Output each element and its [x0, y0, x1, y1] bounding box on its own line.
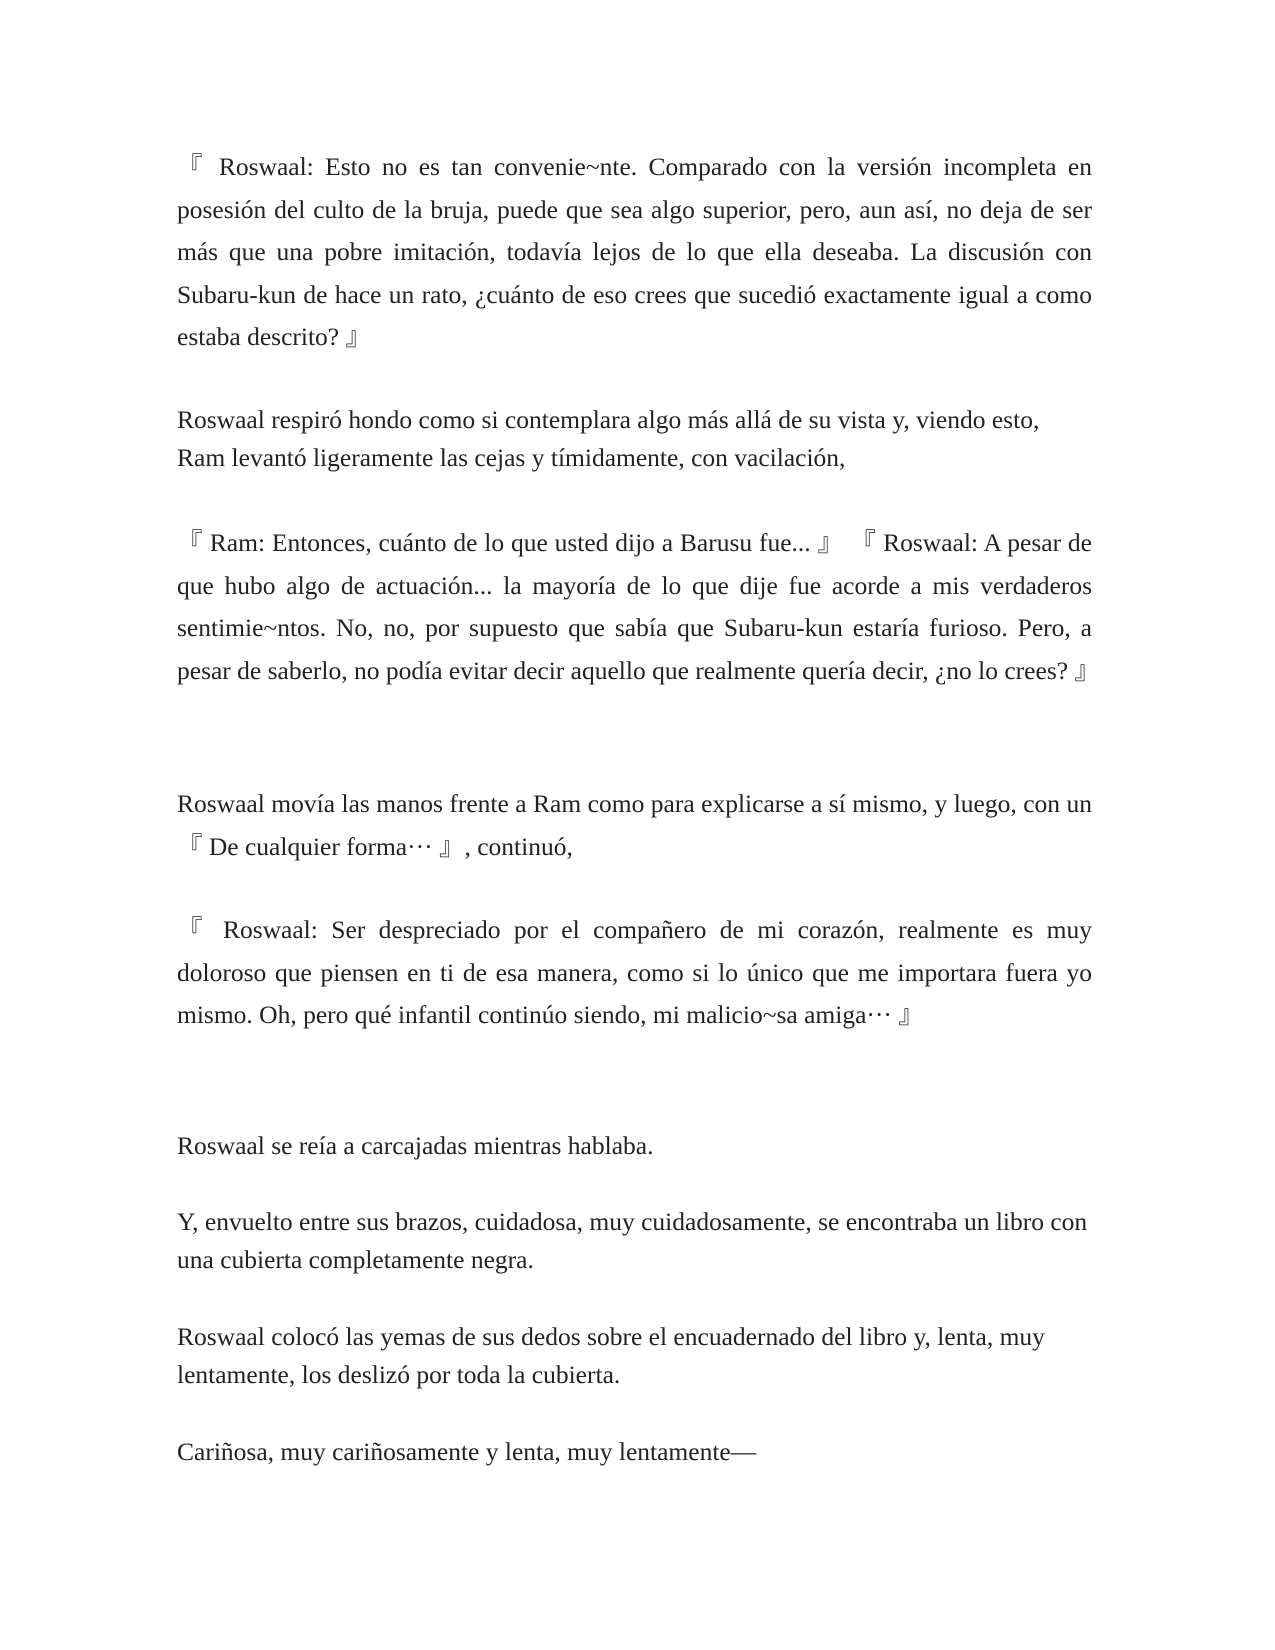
- narration-paragraph-4: Y, envuelto entre sus brazos, cuidadosa, muy cuidadosamente, se encontraba un libro con una cubierta completamente negra.: [177, 1207, 1088, 1274]
- dialogue-paragraph-ram-roswaal: 『 Ram: Entonces, cuánto de lo que usted dijo a Barusu fue... 』 『 Roswaal: A pesar de que hubo algo de actuación... la mayoría de lo que dije fue acorde a mis verdaderos sentimie~ntos. No, no, por supuesto que sabía que Subaru-kun estaría furioso. Pero, a pesar de saberlo, no podía evitar decir aquello que realmente quería decir, ¿no lo crees? 』: [177, 528, 1100, 685]
- dialogue-paragraph-roswaal-2: 『 Roswaal: Ser despreciado por el compañero de mi corazón, realmente es muy doloroso que piensen en ti de esa manera, como si lo único que me importara fuera yo mismo. Oh, pero qué infantil continúo siendo, mi malicio~sa amiga··· 』: [177, 915, 1092, 1029]
- narration-paragraph-6: Cariñosa, muy cariñosamente y lenta, muy lentamente—: [177, 1437, 757, 1466]
- narration-paragraph-3: Roswaal se reía a carcajadas mientras hablaba.: [177, 1131, 654, 1160]
- narration-paragraph-2: Roswaal movía las manos frente a Ram como para explicarse a sí mismo, y luego, con un 『 De cualquier forma··· 』, continuó,: [177, 789, 1092, 861]
- narration-paragraph-1: Roswaal respiró hondo como si contemplara algo más allá de su vista y, viendo esto, Ram levantó ligeramente las cejas y tímidamente, con vacilación,: [177, 405, 1040, 472]
- narration-paragraph-5: Roswaal colocó las yemas de sus dedos sobre el encuadernado del libro y, lenta, muy lentamente, los deslizó por toda la cubierta.: [177, 1322, 1045, 1389]
- dialogue-paragraph-roswaal-1: 『 Roswaal: Esto no es tan convenie~nte. Comparado con la versión incompleta en posesión del culto de la bruja, puede que sea algo superior, pero, aun así, no deja de ser más que una pobre imitación, todavía lejos de lo que ella deseaba. La discusión con Subaru-kun de hace un rato, ¿cuánto de eso crees que sucedió exactamente igual a como estaba descrito? 』: [177, 152, 1092, 351]
